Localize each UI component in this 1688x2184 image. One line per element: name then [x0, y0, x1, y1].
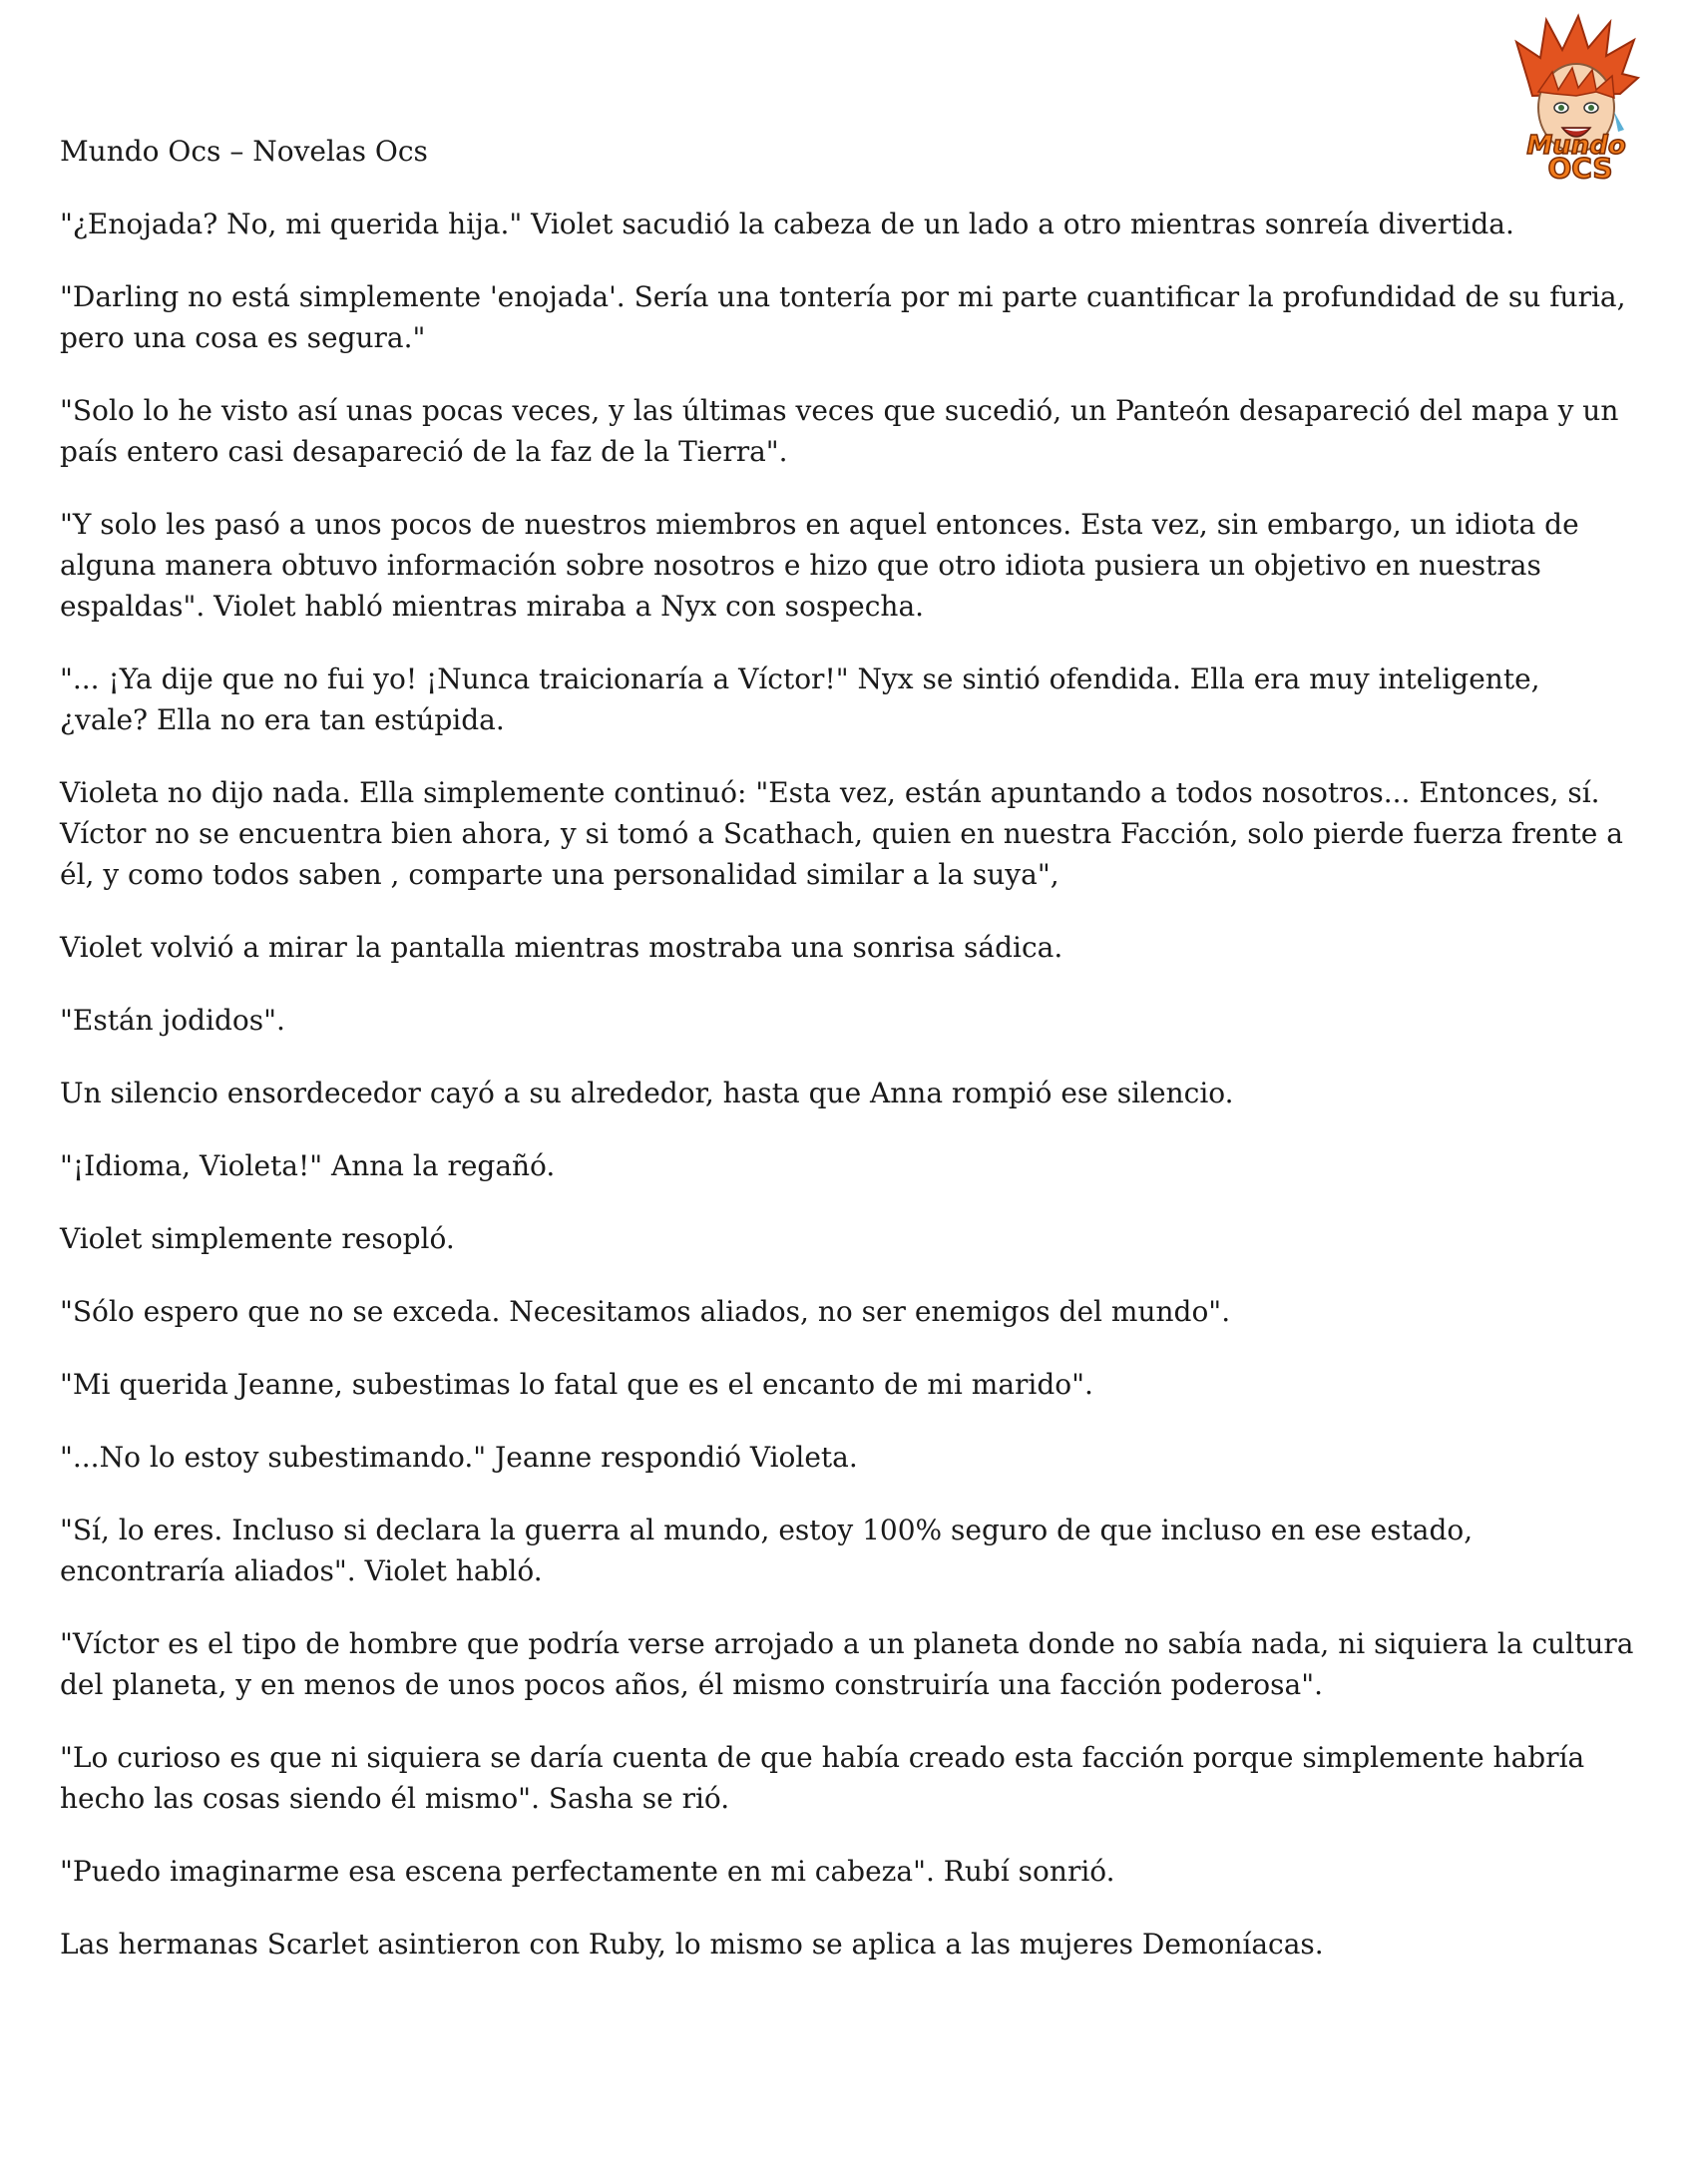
document-body — [60, 204, 1634, 1996]
paragraph: "Y solo les pasó a unos pocos de nuestros miembros en aquel entonces. Esta vez, sin embargo, un idiota de alguna manera obtuvo información sobre nosotros e hizo que otro idiota pusiera un objetivo en nuestras espaldas". Violet habló mientras miraba a Nyx con sospecha. — [60, 508, 1579, 623]
paragraph: Violeta no dijo nada. Ella simplemente continuó: "Esta vez, están apuntando a todos nosotros... Entonces, sí. Víctor no se encuentra bien ahora, y si tomó a Scathach, quien en nuestra Facción, solo pierde fuerza frente a él, y como todos saben , comparte una personalidad similar a la suya", — [60, 776, 1623, 891]
paragraph: "...No lo estoy subestimando." Jeanne respondió Violeta. — [60, 1441, 858, 1474]
paragraph: Violet simplemente resopló. — [60, 1222, 455, 1255]
paragraph: "Lo curioso es que ni siquiera se daría cuenta de que había creado esta facción porque simplemente habría hecho las cosas siendo él mismo". Sasha se rió. — [60, 1741, 1585, 1815]
paragraph: Un silencio ensordecedor cayó a su alrededor, hasta que Anna rompió ese silencio. — [60, 1077, 1234, 1109]
paragraph: "Están jodidos". — [60, 1004, 285, 1037]
paragraph: "¿Enojada? No, mi querida hija." Violet sacudió la cabeza de un lado a otro mientras sonreía divertida. — [60, 208, 1514, 240]
svg-text:Mundo: Mundo — [1526, 131, 1626, 161]
paragraph: "Sólo espero que no se exceda. Necesitamos aliados, no ser enemigos del mundo". — [60, 1295, 1231, 1328]
paragraph: "Puedo imaginarme esa escena perfectamente en mi cabeza". Rubí sonrió. — [60, 1855, 1115, 1888]
paragraph: "Sí, lo eres. Incluso si declara la guerra al mundo, estoy 100% seguro de que incluso en ese estado, encontraría aliados". Violet habló. — [60, 1514, 1474, 1587]
paragraph: "Darling no está simplemente 'enojada'. Sería una tontería por mi parte cuantificar la profundidad de su furia, pero una cosa es segura." — [60, 280, 1626, 354]
paragraph: "Víctor es el tipo de hombre que podría verse arrojado a un planeta donde no sabía nada, ni siquiera la cultura del planeta, y en menos de unos pocos años, él mismo construiría una facción poderosa". — [60, 1627, 1634, 1701]
paragraph: Las hermanas Scarlet asintieron con Ruby, lo mismo se aplica a las mujeres Demoníacas. — [60, 1928, 1324, 1961]
mundo-ocs-logo-icon — [1488, 12, 1664, 180]
paragraph: Violet volvió a mirar la pantalla mientras mostraba una sonrisa sádica. — [60, 931, 1063, 964]
paragraph: "¡Idioma, Violeta!" Anna la regañó. — [60, 1149, 556, 1182]
svg-text:OCS: OCS — [1547, 152, 1613, 180]
paragraph: "Mi querida Jeanne, subestimas lo fatal que es el encanto de mi marido". — [60, 1368, 1093, 1401]
paragraph: "Solo lo he visto así unas pocas veces, y las últimas veces que sucedió, un Panteón desapareció del mapa y un país entero casi desapareció de la faz de la Tierra". — [60, 394, 1619, 468]
page-header: Mundo Ocs – Novelas Ocs — [60, 135, 428, 168]
paragraph: "... ¡Ya dije que no fui yo! ¡Nunca traicionaría a Víctor!" Nyx se sintió ofendida. Ella era muy inteligente, ¿vale? Ella no era tan estúpida. — [60, 662, 1540, 736]
